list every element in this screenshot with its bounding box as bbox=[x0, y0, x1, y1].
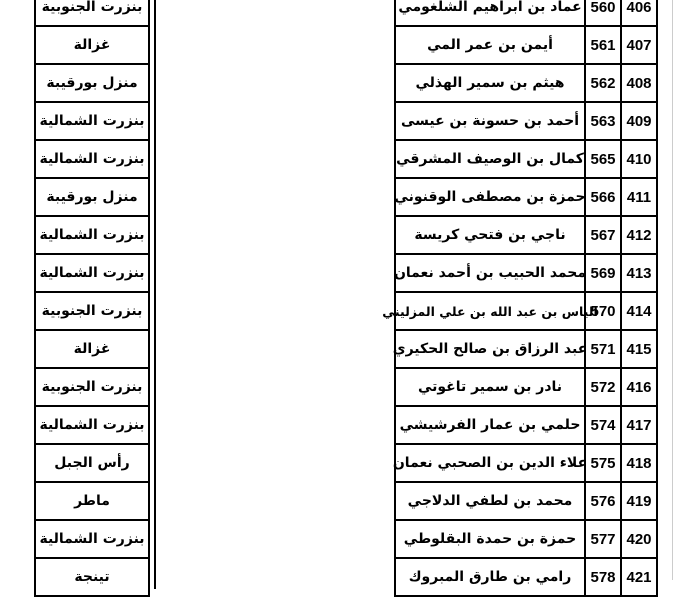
table-divider bbox=[146, 0, 156, 589]
order-cell: 414 bbox=[620, 293, 656, 329]
table-row bbox=[396, 27, 656, 65]
id-cell: 565 bbox=[584, 141, 620, 177]
id-cell: 575 bbox=[584, 445, 620, 481]
name-cell: كمال بن الوصيف المشرقي bbox=[396, 151, 584, 167]
name-cell: حلمي بن عمار الفرشيشي bbox=[399, 417, 581, 433]
city-cell: بنزرت الشمالية bbox=[36, 521, 148, 559]
order-cell: 407 bbox=[620, 27, 656, 63]
order-cell: 418 bbox=[620, 445, 656, 481]
order-cell: 417 bbox=[620, 407, 656, 443]
city-cell: تينجة bbox=[36, 559, 148, 597]
table-row bbox=[396, 0, 656, 27]
name-cell: هيثم بن سمير الهذلي bbox=[415, 75, 565, 91]
order-cell: 420 bbox=[620, 521, 656, 557]
id-cell: 569 bbox=[584, 255, 620, 291]
city-column-table bbox=[34, 0, 150, 597]
table-row bbox=[396, 407, 656, 445]
table-row bbox=[393, 255, 656, 293]
table-row bbox=[396, 559, 656, 597]
table-row bbox=[396, 141, 656, 179]
name-cell: الياس بن عبد الله بن علي المزليني bbox=[382, 303, 598, 319]
table-row bbox=[396, 369, 656, 407]
city-cell: رأس الجبل bbox=[36, 445, 148, 483]
order-cell: 421 bbox=[620, 559, 656, 595]
order-cell: 412 bbox=[620, 217, 656, 253]
order-cell: 413 bbox=[620, 255, 656, 291]
table-row bbox=[396, 179, 656, 217]
city-cell: منزل بورقيبة bbox=[36, 65, 148, 103]
order-cell: 415 bbox=[620, 331, 656, 367]
name-cell: رامي بن طارق المبروك bbox=[408, 569, 572, 585]
id-cell: 561 bbox=[584, 27, 620, 63]
page-edge bbox=[672, 0, 677, 580]
id-cell: 566 bbox=[584, 179, 620, 215]
city-cell: بنزرت الشمالية bbox=[36, 407, 148, 445]
city-cell: بنزرت الجنوبية bbox=[36, 0, 148, 27]
name-cell: محمد الحبيب بن أحمد نعمان bbox=[393, 265, 587, 281]
city-cell: ماطر bbox=[36, 483, 148, 521]
table-row bbox=[396, 483, 656, 521]
city-cell: غزالة bbox=[36, 331, 148, 369]
city-cell: بنزرت الشمالية bbox=[36, 103, 148, 141]
name-cell: علاء الدين بن الصحبي نعمان bbox=[392, 455, 588, 471]
id-cell: 567 bbox=[584, 217, 620, 253]
name-cell: ناجي بن فتحي كريسة bbox=[414, 227, 566, 243]
table-row bbox=[396, 521, 656, 559]
order-cell: 408 bbox=[620, 65, 656, 101]
id-cell: 577 bbox=[584, 521, 620, 557]
city-cell: بنزرت الجنوبية bbox=[36, 293, 148, 331]
table-row bbox=[396, 217, 656, 255]
order-cell: 419 bbox=[620, 483, 656, 519]
name-cell: أيمن بن عمر المي bbox=[427, 37, 553, 53]
id-cell: 576 bbox=[584, 483, 620, 519]
city-cell: بنزرت الشمالية bbox=[36, 255, 148, 293]
table-row bbox=[396, 103, 656, 141]
id-cell: 572 bbox=[584, 369, 620, 405]
name-cell: عبد الرزاق بن صالح الحكيري bbox=[392, 341, 588, 357]
name-cell: عماد بن ابراهيم الشلغومي bbox=[398, 0, 582, 15]
id-cell: 562 bbox=[584, 65, 620, 101]
table-row bbox=[392, 445, 656, 483]
city-cell: بنزرت الشمالية bbox=[36, 141, 148, 179]
id-cell: 574 bbox=[584, 407, 620, 443]
id-cell: 570 bbox=[584, 293, 620, 329]
city-cell: بنزرت الجنوبية bbox=[36, 369, 148, 407]
order-cell: 409 bbox=[620, 103, 656, 139]
order-cell: 406 bbox=[620, 0, 656, 25]
name-cell: نادر بن سمير تاغوتي bbox=[417, 379, 563, 395]
order-cell: 411 bbox=[620, 179, 656, 215]
name-cell: حمزة بن مصطفى الوقنوني bbox=[394, 189, 586, 205]
names-table bbox=[382, 0, 658, 597]
city-cell: منزل بورقيبة bbox=[36, 179, 148, 217]
id-cell: 563 bbox=[584, 103, 620, 139]
id-cell: 571 bbox=[584, 331, 620, 367]
name-cell: حمزة بن حمدة البقلوطي bbox=[403, 531, 577, 547]
table-row bbox=[392, 331, 656, 369]
table-row bbox=[382, 293, 656, 331]
order-cell: 410 bbox=[620, 141, 656, 177]
id-cell: 560 bbox=[584, 0, 620, 25]
order-cell: 416 bbox=[620, 369, 656, 405]
city-cell: بنزرت الشمالية bbox=[36, 217, 148, 255]
name-cell: محمد بن لطفي الدلاجي bbox=[407, 493, 573, 509]
id-cell: 578 bbox=[584, 559, 620, 595]
name-cell: أحمد بن حسونة بن عيسى bbox=[400, 113, 580, 129]
table-row bbox=[396, 65, 656, 103]
city-cell: غزالة bbox=[36, 27, 148, 65]
